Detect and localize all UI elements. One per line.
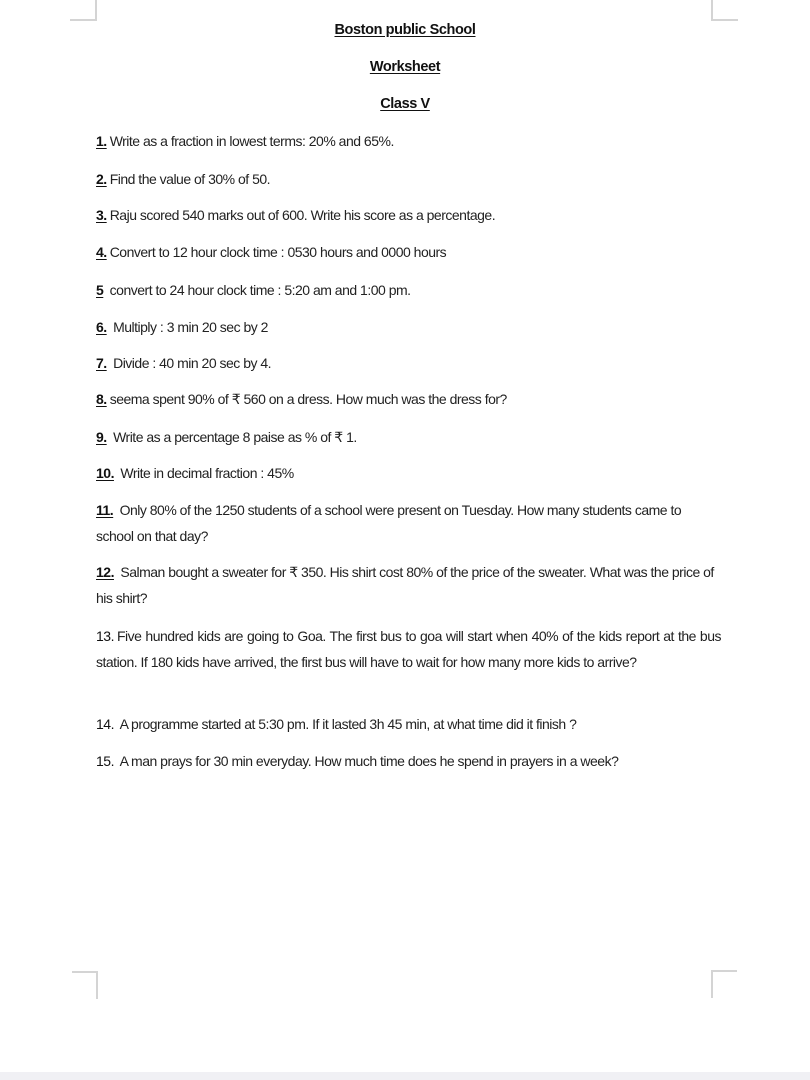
question-11 xyxy=(96,497,721,549)
page-corner-mark-top-left xyxy=(70,0,97,21)
question-number: 6. xyxy=(96,319,107,335)
question-6 xyxy=(96,314,721,340)
question-text: seema spent 90% of ₹ 560 on a dress. How much was the dress for? xyxy=(109,391,507,407)
question-text: Multiply : 3 min 20 sec by 2 xyxy=(109,319,268,335)
question-number: 5 xyxy=(96,282,104,298)
question-10 xyxy=(96,460,721,486)
question-text: Write as a fraction in lowest terms: 20% and 65%. xyxy=(109,133,394,149)
question-number: 13. xyxy=(96,628,114,644)
question-text: A programme started at 5:30 pm. If it lasted 3h 45 min, at what time did it finish ? xyxy=(116,716,577,732)
question-9 xyxy=(96,424,721,450)
question-number: 10. xyxy=(96,465,114,481)
question-8 xyxy=(96,386,721,412)
class-label: Class V xyxy=(380,96,430,112)
question-text: convert to 24 hour clock time : 5:20 am and 1:00 pm. xyxy=(106,282,411,298)
school-name: Boston public School xyxy=(334,22,476,38)
question-number: 11. xyxy=(96,502,114,518)
question-text: A man prays for 30 min everyday. How much time does he spend in prayers in a week? xyxy=(116,753,619,769)
question-3 xyxy=(96,202,721,228)
document-title: Worksheet xyxy=(369,59,441,75)
question-number: 4. xyxy=(96,244,107,260)
question-number: 9. xyxy=(96,429,107,445)
question-text: Raju scored 540 marks out of 600. Write his score as a percentage. xyxy=(109,207,496,223)
question-text: Find the value of 30% of 50. xyxy=(109,171,271,187)
viewer-bottom-edge xyxy=(0,1072,810,1080)
page-corner-mark-bottom-left xyxy=(72,971,98,999)
question-1 xyxy=(96,128,721,154)
page-corner-mark-top-right xyxy=(711,0,738,21)
question-12 xyxy=(96,559,721,611)
page-corner-mark-bottom-right xyxy=(711,970,737,998)
question-text: Five hundred kids are going to Goa. The first bus to goa will start when 40% of the kids report at the bus station. If 180 kids have arrived, the first bus will have to wait for how many more kids to arrive? xyxy=(96,628,721,670)
question-text: Convert to 12 hour clock time : 0530 hours and 0000 hours xyxy=(109,244,447,260)
question-2 xyxy=(96,166,721,192)
question-text: Divide : 40 min 20 sec by 4. xyxy=(109,355,272,371)
question-text: Only 80% of the 1250 students of a school were present on Tuesday. How many students came to school on that day? xyxy=(96,502,682,544)
question-text: Salman bought a sweater for ₹ 350. His shirt cost 80% of the price of the sweater. What was the price of his shirt? xyxy=(96,564,714,606)
question-7 xyxy=(96,350,721,376)
question-number: 8. xyxy=(96,391,107,407)
question-13 xyxy=(96,623,721,675)
question-14 xyxy=(96,711,721,737)
question-number: 3. xyxy=(96,207,107,223)
question-number: 1. xyxy=(96,133,107,149)
question-number: 7. xyxy=(96,355,107,371)
question-text: Write as a percentage 8 paise as % of ₹ 1. xyxy=(109,429,357,445)
question-5 xyxy=(96,277,721,303)
question-4 xyxy=(96,239,721,265)
question-number: 15. xyxy=(96,753,114,769)
question-number: 14. xyxy=(96,716,114,732)
question-number: 12. xyxy=(96,564,114,580)
question-text: Write in decimal fraction : 45% xyxy=(116,465,294,481)
question-15 xyxy=(96,748,721,774)
question-number: 2. xyxy=(96,171,107,187)
